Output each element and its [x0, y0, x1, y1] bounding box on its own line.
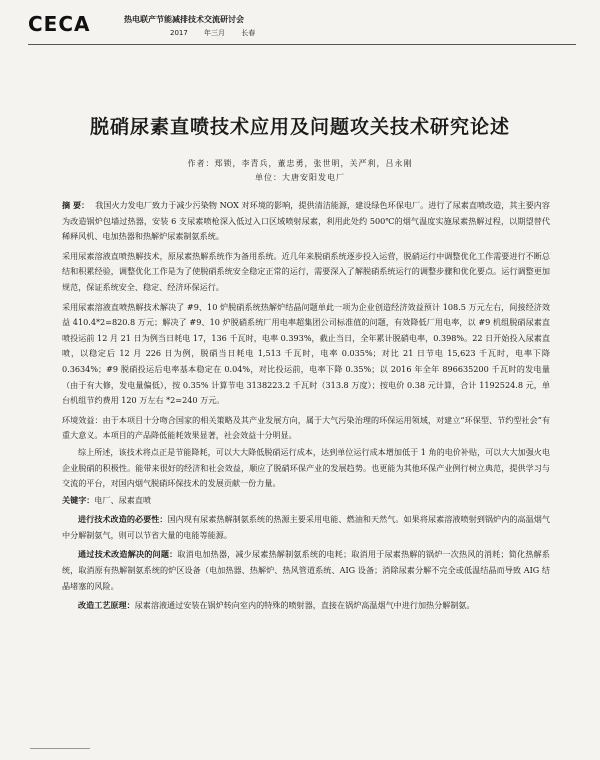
paper-body [62, 198, 550, 614]
ceca-logo: CECA [28, 12, 91, 36]
conference-date-place [170, 28, 255, 38]
body-paragraph: 采用尿素溶液直喷热解技术，原尿素热解系统作为备用系统。近几年来脱硝系统逐步投入运营，脱硝运行中调整优化工作需要进行不断总结和积累经验，调整优化工作是为了使脱硝系统安全稳定正常的运行，需要深入了解脱硝系统运行的调整步骤和优化要点。运行调整更加规范，保证系统安全、稳定、经济环保运行。 [62, 250, 550, 292]
section-label: 改造工艺原理： [78, 600, 135, 611]
keywords [62, 493, 550, 509]
section-paragraph [62, 547, 550, 594]
keywords-text: 电厂、尿素直喷 [94, 494, 152, 505]
section-paragraph [62, 598, 550, 614]
paper-title: 脱硝尿素直喷技术应用及问题攻关技术研究论述 [89, 116, 510, 138]
conference-name: 热电联产节能减排技术交流研讨会 [124, 15, 244, 24]
section-text: 取消电加热器，减少尿素热解制氨系统的电耗；取消用于尿素热解的锅炉一次热风的消耗；简化热解系统，取消原有热解制氨系统的炉区设备（电加热器、热解炉、热风管道系统、AIG 设备；消除尿素分解不完全或低温结晶而导致 AIG 结晶堵塞的风险。 [62, 549, 550, 591]
abstract-text: 我国火力发电厂致力于减少污染物 NOX 对环境的影响，提供清洁能源，建设绿色环保电厂。进行了尿素直喷改造，其主要内容为改造锅炉包墙过热器，安装 6 支尿素喷枪深入低过入口区域喷射尿素，利用此处约 500℃的烟气温度实施尿素热解过程，以期望替代稀释风机、电加热器和热解炉尿素制氨系统。 [62, 200, 550, 242]
conference-header [28, 10, 576, 46]
header-divider [28, 44, 576, 45]
paper-authors: 作者：郑锁，李青兵，董忠勇，张世明，关严利，吕永刚 [187, 159, 413, 168]
section-text: 国内现有尿素热解制氨系统的热源主要采用电能、燃油和天然气。如果将尿素溶液喷射到锅炉内的高温烟气中分解制氨气，则可以节省大量的电能等能源。 [62, 514, 550, 540]
body-paragraph: 综上所述，该技术将点正是节能降耗，可以大大降低脱硝运行成本，达到单位运行成本增加低于 1 角的电价补贴，可以大大加强火电企业脱硝的积极性。能带来很好的经济和社会效益，顺应了脱硝环保产业的发展趋势。也更能为其他环保产业例行树立典范，提供学习与交流的平台，对国内烟气脱硝环保技术的发展贡献一份力量。 [62, 446, 550, 489]
body-paragraph: 采用尿素溶液直喷热解技术解决了 #9、10 炉脱硝系统热解炉结晶问题单此一项为企业创造经济效益预计 108.5 万元左右，间接经济效益 410.4*2=820.8 万元；解决了 #9、10 炉脱硝系统厂用电率超集团公司标准值的问题，有效降低厂用电率，以 #9 机组脱硝尿素直喷投运前 12 月 21 日为例当日耗电 17，136 千瓦时，电率 0.393%，截止当日，全年累计脱硝电率，0.398%。22 日开始投入尿素直喷，以稳定后 12 月 226 日为例，脱硝当日耗电 1,513 千瓦时，电率 0.035%；对比 21 日节电 15,623 千瓦时，电率下降 0.3634%；#9 脱硝投运后电率基本稳定在 0.04%，对比投运前，电率下降 0.35%；以 2016 年全年 896635200 千瓦时的发电量（由于有大修，发电量偏低），按 0.35% 计算节电 3138223.2 千瓦时（313.8 万度）；按电价 0.38 元计算，合计 1192524.8 元，单台机组节约费用 120 万左右 *2=240 万元。 [62, 301, 550, 406]
keywords-label: 关键字： [62, 494, 95, 505]
footer-rule [30, 748, 90, 754]
abstract [62, 198, 550, 245]
paper-affiliation: 单位：大唐安阳发电厂 [255, 173, 345, 182]
section-label: 通过技术改造解决的问题： [78, 549, 178, 560]
body-paragraph: 环境效益：由于本项目十分吻合国家的相关策略及其产业发展方向，属于大气污染治理的环保运用领域，对建立“环保型、节约型社会”有重大意义。本项目的产品降低能耗效果显著，社会效益十分明显。 [62, 414, 550, 441]
abstract-label: 摘 要： [62, 200, 90, 210]
section-paragraph [62, 512, 550, 543]
conference-date: 2017 年三月 [170, 29, 226, 37]
section-label: 进行技术改造的必要性： [78, 514, 168, 525]
conference-place: 长春 [241, 29, 256, 37]
section-text: 尿素溶液通过安装在锅炉转向室内的特殊的喷射器，直接在锅炉高温烟气中进行加热分解制氨。 [134, 600, 475, 611]
